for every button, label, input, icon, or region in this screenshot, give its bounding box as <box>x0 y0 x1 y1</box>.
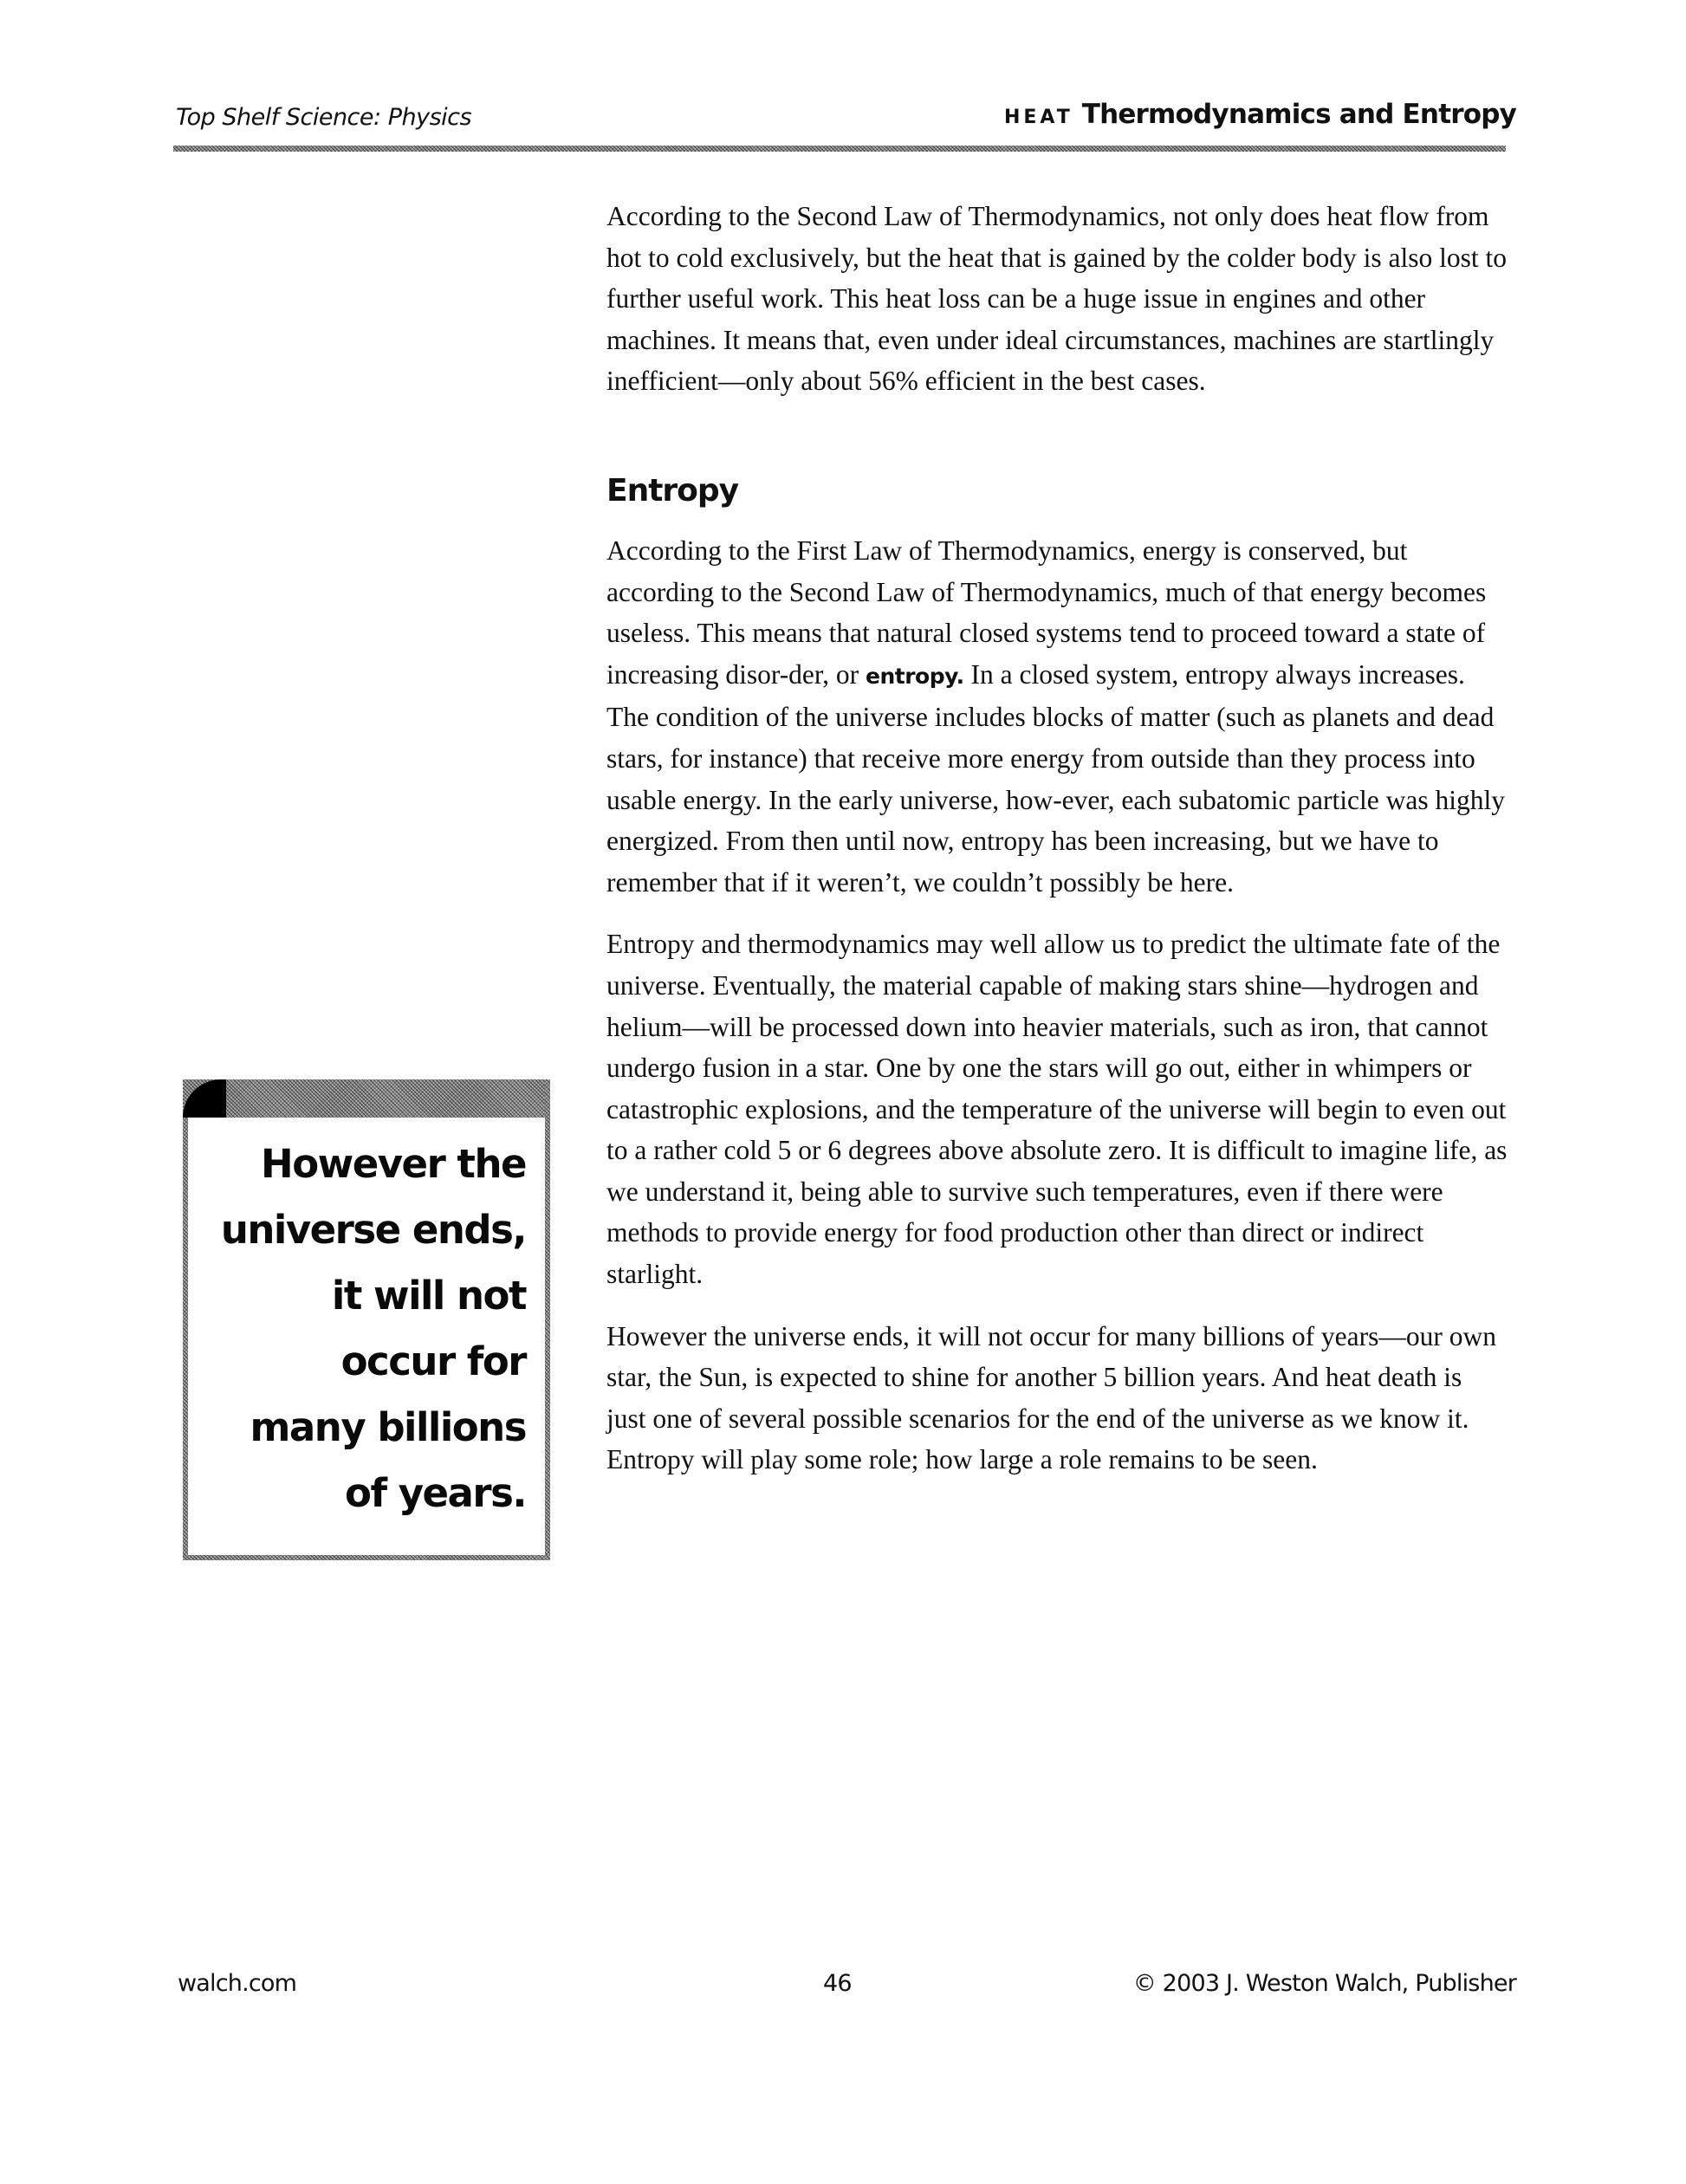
pull-quote-box <box>183 1079 550 1560</box>
pull-quote-border-right <box>545 1079 550 1560</box>
pull-quote-line: occur for <box>340 1338 526 1384</box>
book-title: Top Shelf Science: Physics <box>176 104 472 131</box>
paragraph-heat-death: However the universe ends, it will not occur for many billions of years—our own star, the Sun, is expected to shine for another 5 billion years. And heat death is just one of several possible scenarios for the end of the universe as we know it. Entropy will play some role; how large a role remains to be seen. <box>606 1320 1497 1475</box>
pull-quote-line: it will not <box>331 1273 526 1319</box>
pull-quote-line: of years. <box>345 1470 526 1516</box>
pull-quote-text <box>221 1131 526 1526</box>
pull-quote-line: many billions <box>250 1404 526 1450</box>
pull-quote-line: universe ends, <box>220 1207 526 1253</box>
footer-website: walch.com <box>178 1970 297 1997</box>
paragraph-fate-of-universe: Entropy and thermodynamics may well allow us to predict the ultimate fate of the universe. Eventually, the material capable of making stars shine—hydrogen and helium—will be processed down into heavier materials, such as iron, that cannot undergo fusion in a star. One by one the stars will go out, either in whimpers or catastrophic explosions, and the temperature of the universe will begin to even out to a rather cold 5 or 6 degrees above absolute zero. It is difficult to imagine life, as we understand it, being able to survive such temperatures, even if there were methods to provide energy for food production other than direct or indirect starlight. <box>606 929 1508 1290</box>
pull-quote-top-band <box>183 1079 550 1118</box>
paragraph-text: According to the First Law of Thermodynamics, energy is conserved, but according to the Second Law of Thermodynamics, much of that energy becomes useless. This means that natural closed systems tend to proceed toward a state of increasing disor-der, or <box>606 535 1487 690</box>
chapter-title: Thermodynamics and Entropy <box>1081 99 1516 130</box>
paragraph-text: In a closed system, entropy always increases. The condition of the universe includes blocks of matter (such as planets and dead stars, for instance) that receive more energy from outside than they process into usable energy. In the early universe, how-ever, each subatomic particle was highly energized. From then until now, entropy has been increasing, but we have to remember that if it weren’t, we couldn’t possibly be here. <box>606 658 1505 898</box>
pull-quote-line: However the <box>261 1141 526 1187</box>
paragraph-second-law: According to the Second Law of Thermodynamics, not only does heat flow from hot to cold exclusively, but the heat that is gained by the colder body is also lost to further useful work. This heat loss can be a huge issue in engines and other machines. It means that, even under ideal circumstances, machines are startlingly inefficient—only about 56% efficient in the best cases. <box>606 201 1508 397</box>
running-header <box>1004 99 1516 130</box>
header-divider <box>173 146 1506 152</box>
pull-quote-border-left <box>183 1118 188 1560</box>
glossary-term-entropy: entropy. <box>866 663 964 689</box>
main-content <box>606 196 1508 1481</box>
page-number: 46 <box>823 1970 852 1997</box>
footer-copyright: © 2003 J. Weston Walch, Publisher <box>1132 1970 1516 1997</box>
pull-quote-border-bottom <box>183 1555 550 1560</box>
section-heading-entropy: Entropy <box>606 472 739 509</box>
section-label: HEAT <box>1003 107 1073 128</box>
paragraph-entropy-definition <box>606 530 1508 903</box>
